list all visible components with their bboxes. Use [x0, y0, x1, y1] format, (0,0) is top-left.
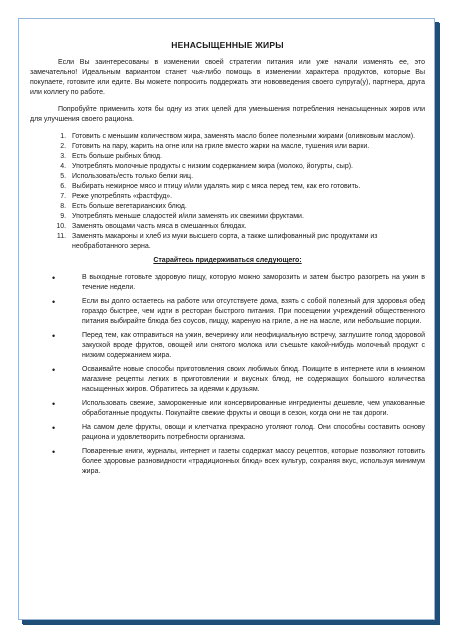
bullet-item [30, 365, 425, 395]
bullet-icon: • [52, 399, 56, 409]
bullet-text: Поваренные книги, журналы, интернет и газеты содержат массу рецептов, которые позволяют готовить более здоровые разновидности «традиционных блюд» всех культур, сохраняя вкус, используя минимум жира. [82, 448, 425, 475]
bullet-item [30, 273, 425, 293]
bullet-icon: • [52, 447, 56, 457]
list-item: 7. Реже употреблять «фастфуд». [68, 192, 425, 202]
bullet-icon: • [52, 273, 56, 283]
intro-paragraph: Если Вы заинтересованы в изменении своей стратегии питания или уже начали изменять ее, это замечательно! Идеальным вариантом станет чья-либо помощь в изменении характера продуктов, которые Вы покупаете, готовите или едите. Вы можете попросить поддержать эти нововведения своего супруга(у), партнера, друга или коллегу по работе. [30, 59, 425, 96]
list-item: 11. Заменять макароны и хлеб из муки высшего сорта, а также шлифованный рис продуктами из необработанного зерна. [68, 232, 425, 252]
bullet-icon: • [52, 297, 56, 307]
bullet-text: Использовать свежие, замороженные или консервированные ингредиенты дешевле, чем упакованные обработанные продукты. Покупайте свежие фрукты и овощи в сезон, когда они не так дороги. [82, 400, 425, 417]
bullet-item [30, 447, 425, 477]
tips-list [30, 273, 425, 477]
list-item: 3. Есть больше рыбных блюд. [68, 152, 425, 162]
bullet-text: На самом деле фрукты, овощи и клетчатка прекрасно утоляют голод. Они способны составить основу рациона и удовлетворить потребности организма. [82, 424, 425, 441]
bullet-item [30, 297, 425, 327]
list-item: 2. Готовить на пару, жарить на огне или на гриле вместо жарки на масле, тушения или варки. [68, 142, 425, 152]
bullet-icon: • [52, 423, 56, 433]
bullet-item [30, 423, 425, 443]
list-item: 4. Употреблять молочные продукты с низким содержанием жира (молоко, йогурты, сыр). [68, 162, 425, 172]
bullet-text: В выходные готовьте здоровую пищу, которую можно заморозить и затем быстро разогреть на ужин в течение недели. [82, 274, 425, 291]
document-title: НЕНАСЫЩЕННЫЕ ЖИРЫ [171, 40, 284, 50]
bullet-item [30, 331, 425, 361]
list-item: 6. Выбирать нежирное мясо и птицу и/или удалять жир с мяса перед тем, как его готовить. [68, 182, 425, 192]
list-item: 9. Употреблять меньше сладостей и/или заменять их свежими фруктами. [68, 212, 425, 222]
bullet-item [30, 399, 425, 419]
tips-subheading: Старайтесь придерживаться следующего: [153, 257, 302, 264]
bullet-icon: • [52, 331, 56, 341]
bullet-icon: • [52, 365, 56, 375]
bullet-text: Осваивайте новые способы приготовления своих любимых блюд. Поищите в интернете или в книжном магазине рецепты легких в приготовлении и вкусных блюд, не содержащих большого количества насыщенных жиров. Обратитесь за идеями к друзьям. [82, 366, 425, 393]
bullet-text: Перед тем, как отправиться на ужин, вечеринку или неофициальную встречу, заглушите голод здоровой закуской вроде фруктов, овощей или снятого молока или съешьте какой-нибудь молочный продукт с низким содержанием жира. [82, 332, 425, 359]
document-body [30, 40, 425, 481]
list-item: 1. Готовить с меньшим количеством жира, заменять масло более полезными жирами (оливковым маслом). [68, 132, 425, 142]
bullet-text: Если вы долго остаетесь на работе или отсутствуете дома, взять с собой полезный для здоровья обед гораздо быстрее, чем идти в ресторан быстрого питания. При посещении учреждений общественного питания выбирайте блюда без соусов, пиццу, жареную на гриле, а не на масле, или небольшие порции. [82, 298, 425, 325]
list-item: 10. Заменять овощами часть мяса в смешанных блюдах. [68, 222, 425, 232]
list-item: 5. Использовать/есть только белки яиц. [68, 172, 425, 182]
list-item: 8. Есть больше вегетарианских блюд. [68, 202, 425, 212]
goals-list [30, 132, 425, 252]
goals-paragraph: Попробуйте применить хотя бы одну из этих целей для уменьшения потребления ненасыщенных жиров или для улучшения своего рациона. [30, 106, 425, 123]
